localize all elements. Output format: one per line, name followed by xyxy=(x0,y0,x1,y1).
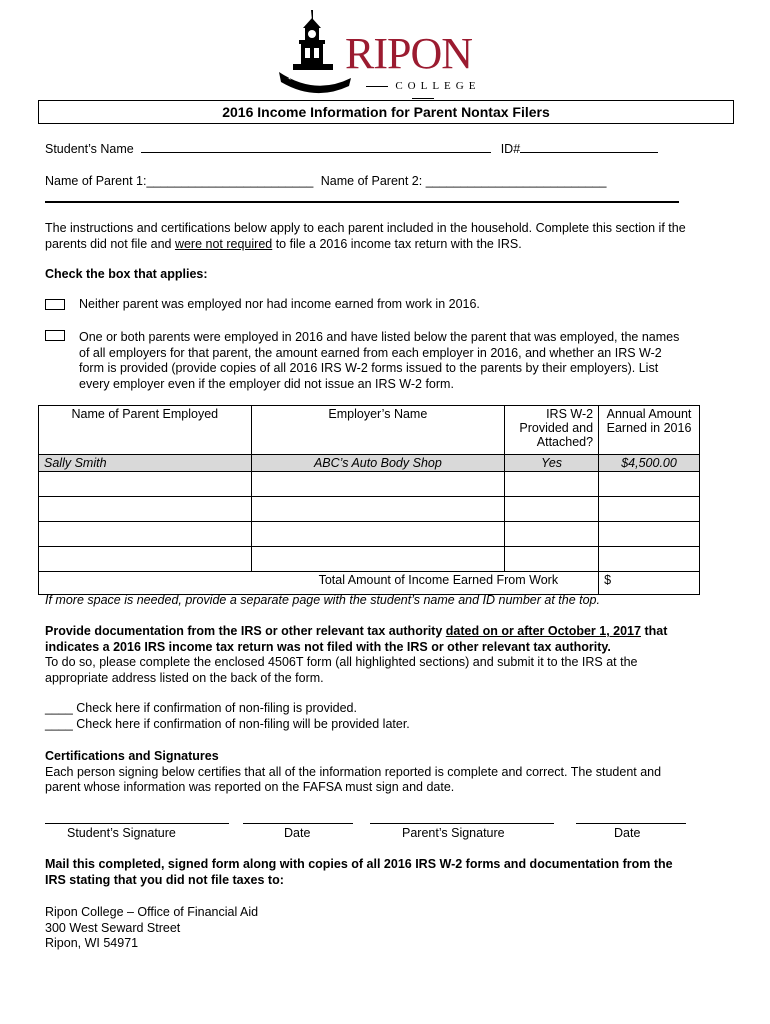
instructions: The instructions and certifications below apply to each parent included in the household. Complete this section if the parents did not file and were not required to file a 2016 income tax return with the IRS. xyxy=(45,221,686,251)
student-signature-label: Student’s Signature xyxy=(67,826,176,840)
table-row[interactable] xyxy=(39,522,700,547)
option2-label: One or both parents were employed in 2016 and have listed below the parent that was employed, the names of all employers for that parent, the amount earned from each employer in 2016, and whether an IRS W-2 form is provided (provide copies of all 2016 IRS W-2 forms issued to the parents by their employers). List every employer even if the employer did not issue an IRS W-2 form. xyxy=(79,330,680,391)
col-header-parent: Name of Parent Employed xyxy=(39,406,252,455)
confirmation-options xyxy=(45,701,410,732)
parent-signature-line[interactable] xyxy=(370,823,554,824)
parent2-field[interactable]: Name of Parent 2: __________________________ xyxy=(320,174,607,188)
check-heading: Check the box that applies: xyxy=(45,267,208,281)
student-name-field[interactable] xyxy=(141,152,491,153)
col-header-employer: Employer’s Name xyxy=(251,406,505,455)
logo-sub: COLLEGE xyxy=(353,80,493,104)
more-space-note: If more space is needed, provide a separate page with the student’s name and ID number at the top. xyxy=(45,593,600,607)
confirm-later-check[interactable]: ____ Check here if confirmation of non-filing will be provided later. xyxy=(45,716,410,731)
student-name-row xyxy=(45,142,658,156)
id-field[interactable] xyxy=(520,152,658,153)
employer-table xyxy=(38,405,700,595)
documentation-section: Provide documentation from the IRS or other relevant tax authority dated on or after October 1, 2017 that indicates a 2016 IRS income tax return was not filed with the IRS or other relevant tax authority. To do so, please complete the enclosed 4506T form (all highlighted sections) and submit it to the IRS at the appropriate address listed on the back of the form. xyxy=(45,624,668,685)
total-amount-field[interactable]: $ xyxy=(599,572,700,595)
mail-instructions: Mail this completed, signed form along with copies of all 2016 IRS W-2 forms and documentation from the IRS stating that you did not file taxes to: xyxy=(45,857,673,887)
col-header-amount: Annual Amount Earned in 2016 xyxy=(599,406,700,455)
col-header-w2: IRS W-2 Provided and Attached? xyxy=(505,406,599,455)
student-signature-line[interactable] xyxy=(45,823,229,824)
confirm-provided-check[interactable]: ____ Check here if confirmation of non-filing is provided. xyxy=(45,701,357,715)
parent-signature-label: Parent’s Signature xyxy=(402,826,505,840)
parent-date-line[interactable] xyxy=(576,823,686,824)
form-title: 2016 Income Information for Parent Nontax Filers xyxy=(38,100,734,124)
table-row[interactable] xyxy=(39,497,700,522)
student-name-label: Student’s Name xyxy=(45,142,134,156)
example-amount: $4,500.00 xyxy=(599,455,700,472)
option1-label: Neither parent was employed nor had income earned from work in 2016. xyxy=(79,297,480,311)
parent1-field[interactable]: Name of Parent 1:________________________ xyxy=(45,174,314,188)
section-divider xyxy=(45,201,679,203)
date-label: Date xyxy=(614,826,641,840)
certifications-section: Certifications and Signatures Each person signing below certifies that all of the information reported is complete and correct. The student and parent whose information was reported on the FAFSA must sign and date. xyxy=(45,749,662,794)
logo-year: 1851 xyxy=(286,70,320,89)
example-w2: Yes xyxy=(505,455,599,472)
table-total-row xyxy=(39,572,700,595)
table-row-example xyxy=(39,455,700,472)
date-label: Date xyxy=(284,826,311,840)
ripon-college-logo xyxy=(275,6,500,98)
student-date-line[interactable] xyxy=(243,823,353,824)
total-label: Total Amount of Income Earned From Work xyxy=(39,572,599,595)
table-header-row xyxy=(39,406,700,455)
table-row[interactable] xyxy=(39,472,700,497)
example-employer: ABC’s Auto Body Shop xyxy=(251,455,505,472)
table-row[interactable] xyxy=(39,547,700,572)
option2-checkbox[interactable] xyxy=(45,330,65,341)
parent-names-row xyxy=(45,174,606,188)
example-parent: Sally Smith xyxy=(39,455,252,472)
id-label: ID# xyxy=(500,142,521,156)
mailing-address: Ripon College – Office of Financial Aid 300 West Seward Street Ripon, WI 54971 xyxy=(45,905,259,950)
option1-checkbox[interactable] xyxy=(45,299,65,310)
logo-brand: RIPON xyxy=(345,29,473,78)
